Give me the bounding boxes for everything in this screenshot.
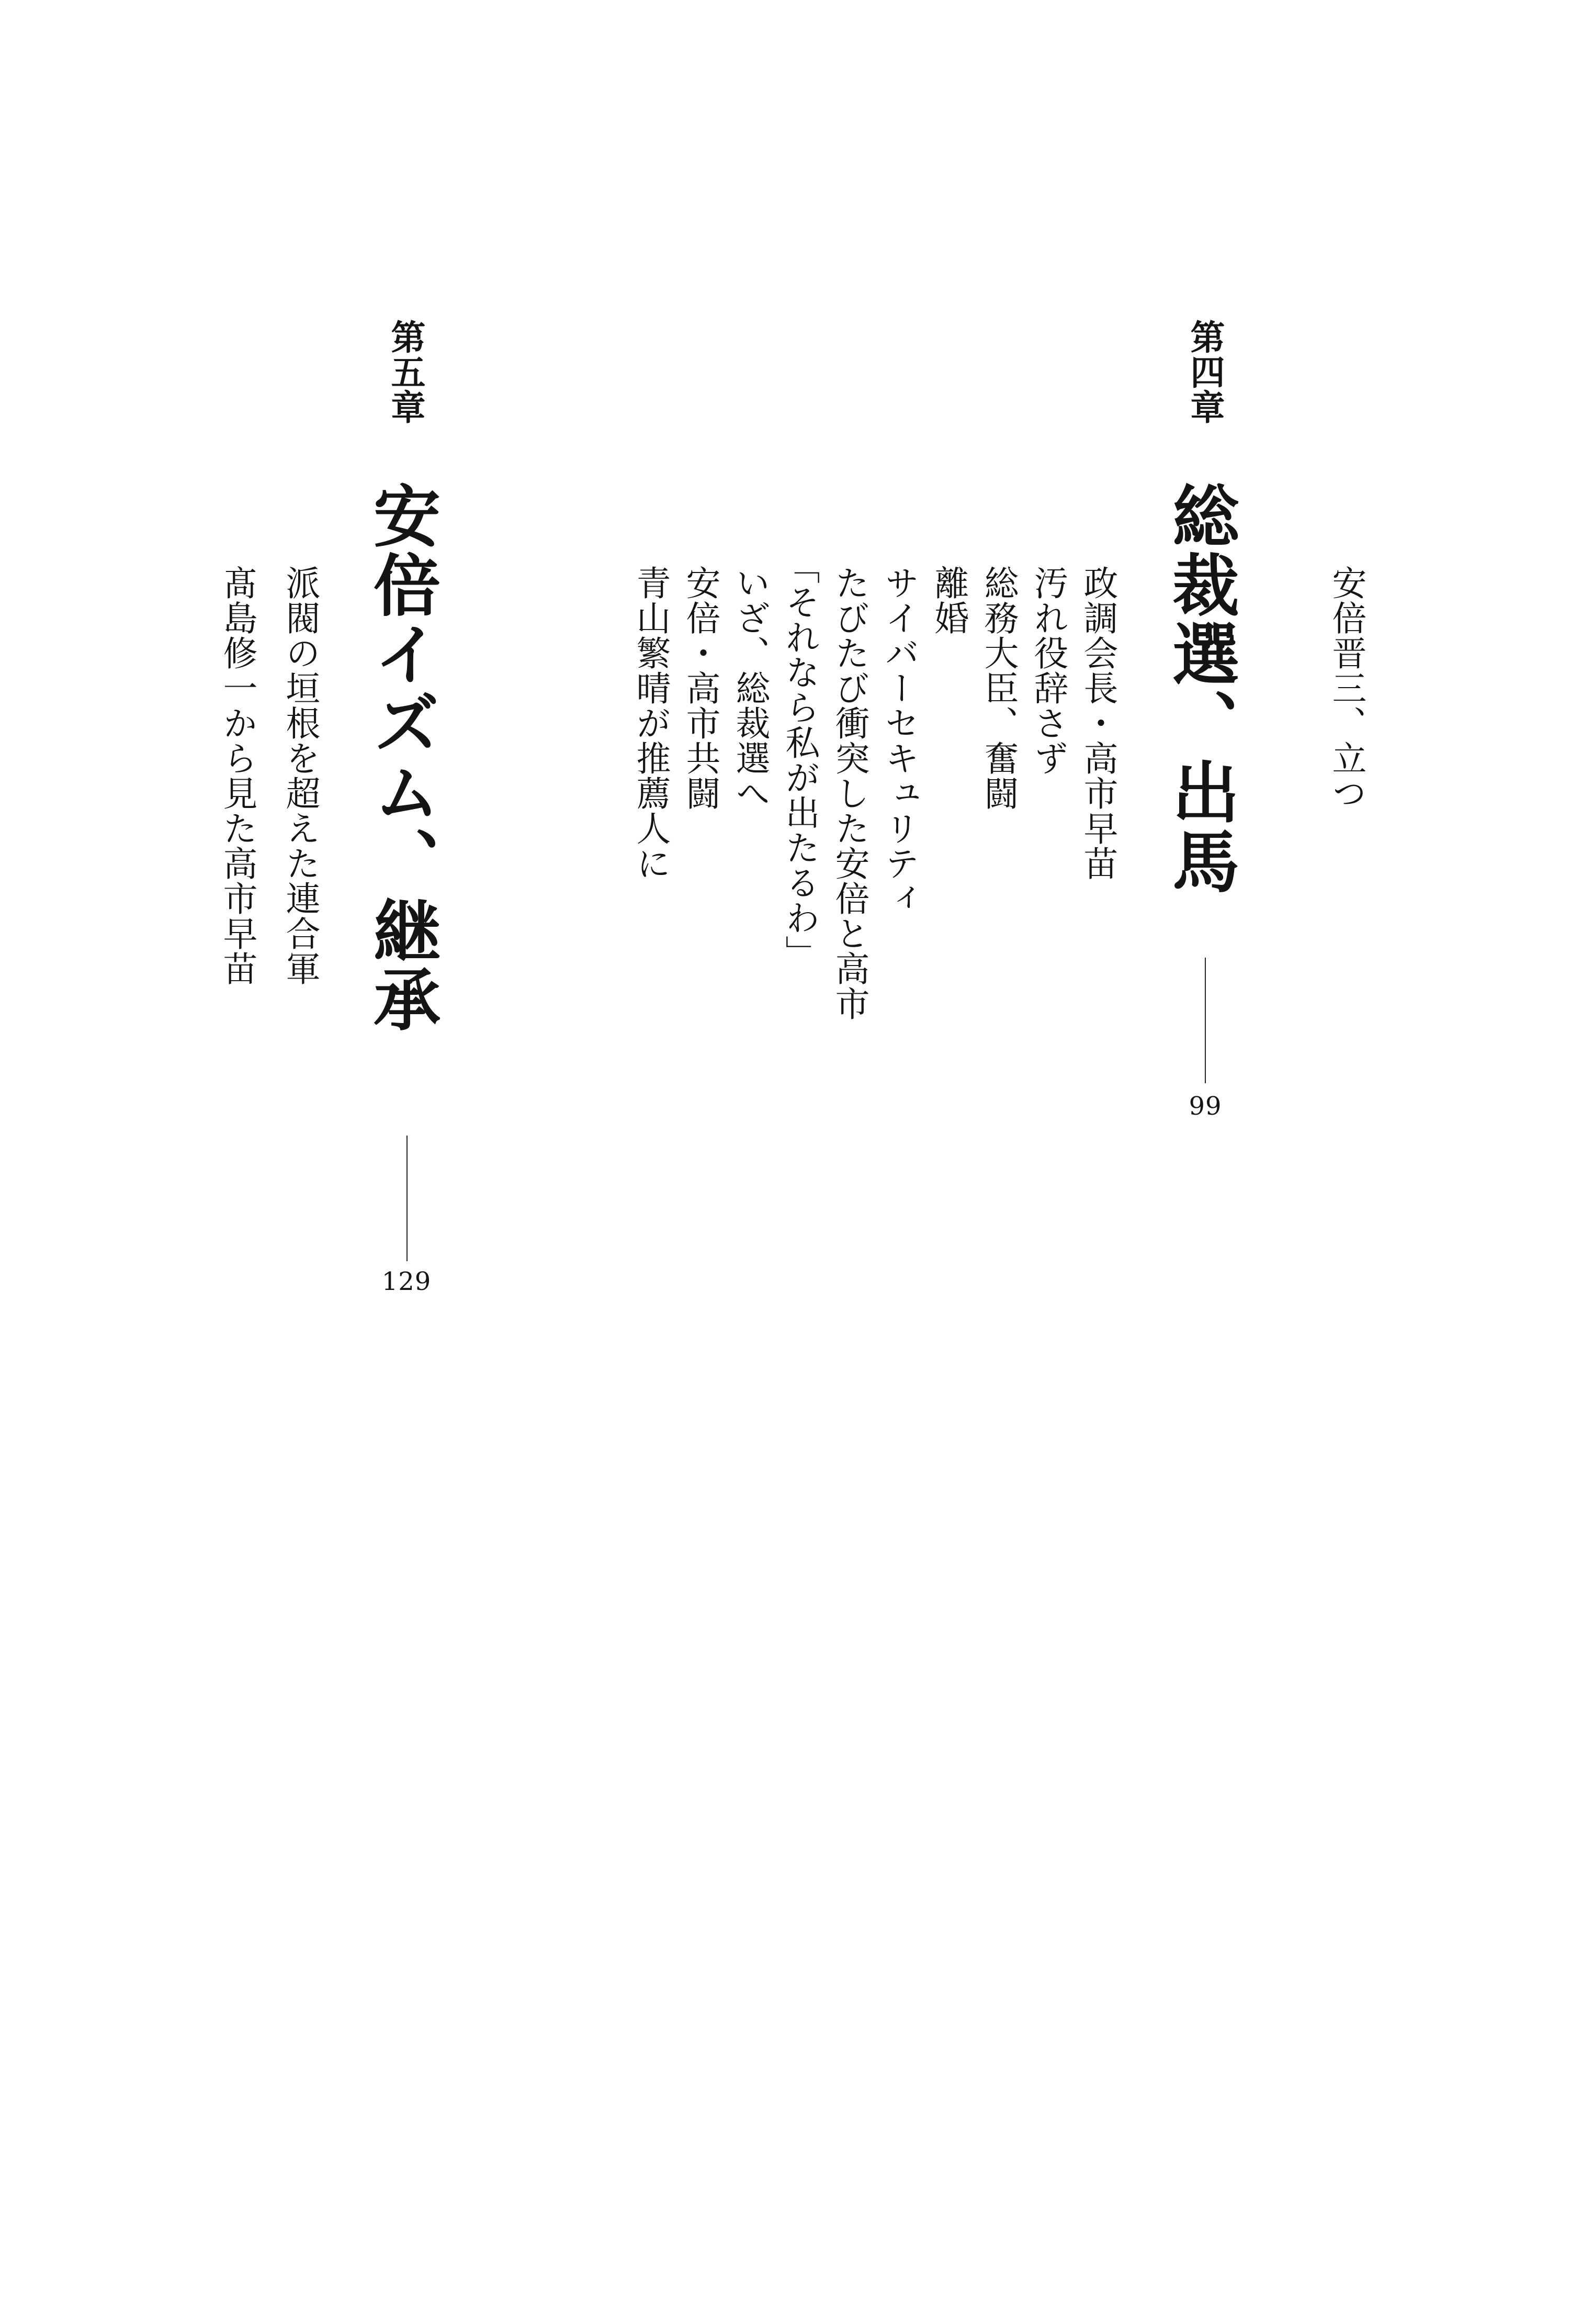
chapter-5-label: 第五章: [385, 319, 426, 424]
chapter-4-label: 第四章: [1184, 319, 1225, 424]
chapter-4-entry: 離婚: [929, 565, 969, 635]
chapter-4-entry: サイバーセキュリティ: [879, 565, 919, 916]
section-title: 安倍晋三、立つ: [1326, 565, 1366, 811]
chapter-4-entry: 安倍・高市共闘: [680, 565, 720, 811]
chapter-5-leader-line: [406, 1136, 408, 1261]
chapter-5-title: 安倍イズム、継承: [362, 481, 440, 1034]
chapter-4-entry: 総務大臣、奮闘: [978, 565, 1019, 811]
chapter-4-entry: 青山繁晴が推薦人に: [630, 565, 671, 881]
chapter-5-entry: 派閥の垣根を超えた連合軍: [280, 565, 320, 986]
chapter-4-title: 総裁選、出馬: [1161, 481, 1239, 896]
chapter-4-page-number: 99: [1189, 1092, 1222, 1121]
chapter-4-entry: たびたび衝突した安倍と高市: [829, 565, 869, 1021]
chapter-4-entry: 汚れ役辞さず: [1028, 565, 1068, 776]
chapter-5-page-number: 129: [381, 1267, 432, 1296]
chapter-4-entry: 政調会長・高市早苗: [1078, 565, 1118, 881]
chapter-4-leader-line: [1205, 958, 1206, 1083]
chapter-4-entry: いざ、総裁選へ: [730, 565, 770, 811]
chapter-5-entry: 髙島修一から見た高市早苗: [217, 565, 257, 986]
chapter-4-entry: 「それなら私が出たるわ」: [779, 549, 820, 970]
